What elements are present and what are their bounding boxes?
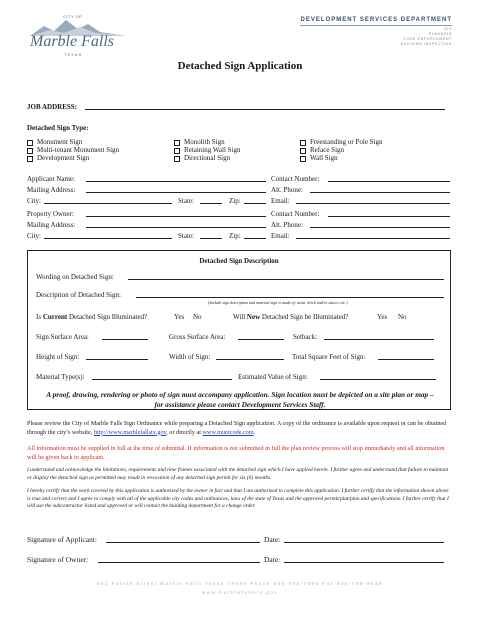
height-label: Height of Sign: [36,353,80,361]
wording-field[interactable] [128,279,444,280]
material-field[interactable] [92,379,232,380]
total-area-field[interactable] [378,359,434,360]
department-rule [300,25,452,26]
owner-mailing-field[interactable] [86,227,266,228]
municode-link[interactable]: www.municode.com [202,428,254,436]
applicant-contact-field[interactable] [328,181,450,182]
sig-owner-field[interactable] [98,562,260,563]
applicant-contact-label: Contact Number: [271,175,320,183]
city-website-link[interactable]: http://www.marblefallstx.gov [93,428,167,436]
applicant-state-label: State: [178,197,194,205]
checkbox-label: Retaining Wall Sign [184,146,241,154]
width-label: Width of Sign: [169,353,211,361]
department-sub: GIS [444,27,452,31]
review-paragraph: Please review the City of Marble Falls Sign Ordinance while preparing a Detached Sign application. A copy of the ordinance is available upon request or can be obtained through the city’s website, http://www.marblefallstx.gov, or directly at www.municode.com. [27,420,447,436]
reface-sign-checkbox[interactable] [300,148,306,154]
owner-contact-label: Contact Number: [271,210,320,218]
description-label: Description of Detached Sign: [36,291,121,299]
value-field[interactable] [320,379,436,380]
description-field[interactable] [136,297,444,298]
checkbox-label: Monolith Sign [184,138,225,146]
owner-zip-field[interactable] [244,238,266,239]
setback-label: Setback: [293,333,318,341]
applicant-name-field[interactable] [86,181,266,182]
owner-contact-field[interactable] [328,216,450,217]
checkbox-label: Multi-tenant Monument Sign [37,146,120,154]
logo-city-text: CITY OF [63,14,83,19]
description-box [27,250,451,410]
applicant-email-label: Email: [271,197,290,205]
owner-city-label: City: [27,232,42,240]
checkbox-label: Wall Sign [310,154,338,162]
width-field[interactable] [216,359,284,360]
description-note: (Include sign description and material sign is made of: stone, brick and/or stucco, etc.) [208,300,348,305]
wording-label: Wording on Detached Sign: [36,273,114,281]
owner-city-field[interactable] [44,238,172,239]
retaining-wall-checkbox[interactable] [174,148,180,154]
owner-name-label: Property Owner: [27,210,74,218]
footer-address: 801 Fourth Street Marble Falls Texas 78654 Phone 830-798-7095 Fax 830-798-8538 [96,581,384,586]
gross-area-field[interactable] [238,339,284,340]
applicant-email-field[interactable] [296,203,450,204]
department-title: DEVELOPMENT SERVICES DEPARTMENT [300,17,452,23]
checkbox-label: Directional Sign [184,154,231,162]
material-label: Material Type(s): [36,373,85,381]
sig-applicant-field[interactable] [106,542,260,543]
value-label: Estimated Value of Sign: [238,373,308,381]
department-sub: BUILDING INSPECTION [400,42,452,46]
development-sign-checkbox[interactable] [27,156,33,162]
department-sub: CODE ENFORCEMENT [403,37,452,41]
checkbox-label: Development Sign [37,154,90,162]
applicant-alt-label: Alt. Phone: [271,186,303,194]
applicant-mailing-label: Mailing Address: [27,186,76,194]
directional-sign-checkbox[interactable] [174,156,180,162]
acknowledgement-text: I understand and acknowledge the limitations, requirements and time frames associated with the detached sign which I have applied herein. I further agree and understand that failure to maintain or display the detached sign as permitted may result in revocation of any detached sign permit for six (6) months. [27,467,449,481]
department-sub: PLANNING [428,32,452,36]
checkbox-label: Reface Sign [310,146,345,154]
monolith-sign-checkbox[interactable] [174,140,180,146]
footer-website: www.marblefallstx.gov [201,590,278,595]
proof-notice: A proof, drawing, rendering or photo of sign must accompany application. Sign location must be depicted on a site plan or map – for assistance please contact Development Services Staff. [46,390,434,409]
applicant-state-field[interactable] [200,203,222,204]
checkbox-label: Freestanding or Pole Sign [310,138,383,146]
sig-applicant-date-label: Date: [264,535,281,544]
owner-email-label: Email: [271,232,290,240]
current-yes-option[interactable]: Yes [174,313,185,321]
new-yes-option[interactable]: Yes [377,313,388,321]
owner-alt-label: Alt. Phone: [271,221,303,229]
city-logo [26,14,126,57]
owner-mailing-label: Mailing Address: [27,221,76,229]
setback-field[interactable] [324,339,434,340]
owner-state-field[interactable] [200,238,222,239]
applicant-zip-field[interactable] [244,203,266,204]
sig-applicant-label: Signature of Applicant: [27,535,97,544]
sig-owner-date-field[interactable] [284,562,444,563]
certification-text: I hereby certify that the work covered by this application is authorized by the owner in fact and that I am authorized to complete this application. I further certify that the information shown above is true and correct and I agree to comply with all of the applicable city codes and ordinances, laws of the state of Texas and the approved permit/plat/plan and specifications. I further certify that I will use the subcontractor listed and approved or will contact the building department for a change order. [27,488,449,509]
description-heading: Detached Sign Description [199,257,279,265]
checkbox-label: Monument Sign [37,138,83,146]
job-address-label: JOB ADDRESS: [27,103,77,111]
applicant-city-label: City: [27,197,42,205]
total-area-label: Total Square Feet of Sign: [292,353,366,361]
applicant-alt-field[interactable] [310,192,450,193]
gross-area-label: Gross Surface Area: [169,333,226,341]
sig-owner-label: Signature of Owner: [27,555,89,564]
current-no-option[interactable]: No [193,313,202,321]
logo-state-text: TEXAS [64,52,83,57]
applicant-name-label: Applicant Name: [27,175,76,183]
sign-area-field[interactable] [102,339,148,340]
sig-owner-date-label: Date: [264,555,281,564]
form-title: Detached Sign Application [177,60,303,72]
new-illuminated-question: Will New Detached Sign be Illuminated? [233,313,349,321]
freestanding-checkbox[interactable] [300,140,306,146]
red-notice: All information must be supplied in full at the time of submittal. If information is not submitted in full the plan review process will stop immediately and all information will be given back to applicant. [27,445,445,461]
owner-zip-label: Zip: [229,232,241,240]
owner-email-field[interactable] [296,238,450,239]
wall-sign-checkbox[interactable] [300,156,306,162]
multi-tenant-checkbox[interactable] [27,148,33,154]
sign-area-label: Sign Surface Area: [36,333,89,341]
owner-state-label: State: [178,232,194,240]
owner-alt-field[interactable] [310,227,450,228]
job-address-field[interactable] [85,109,445,110]
owner-name-field[interactable] [86,216,266,217]
applicant-city-field[interactable] [44,203,172,204]
department-header [300,17,452,47]
height-field[interactable] [86,359,148,360]
logo-name-text: Marble Falls [30,33,114,50]
new-no-option[interactable]: No [398,313,407,321]
sign-type-heading: Detached Sign Type: [27,124,89,132]
monument-sign-checkbox[interactable] [27,140,33,146]
applicant-zip-label: Zip: [229,197,241,205]
current-illuminated-question: Is Current Detached Sign Illuminated? [36,313,148,321]
applicant-mailing-field[interactable] [86,192,266,193]
sig-applicant-date-field[interactable] [284,542,444,543]
